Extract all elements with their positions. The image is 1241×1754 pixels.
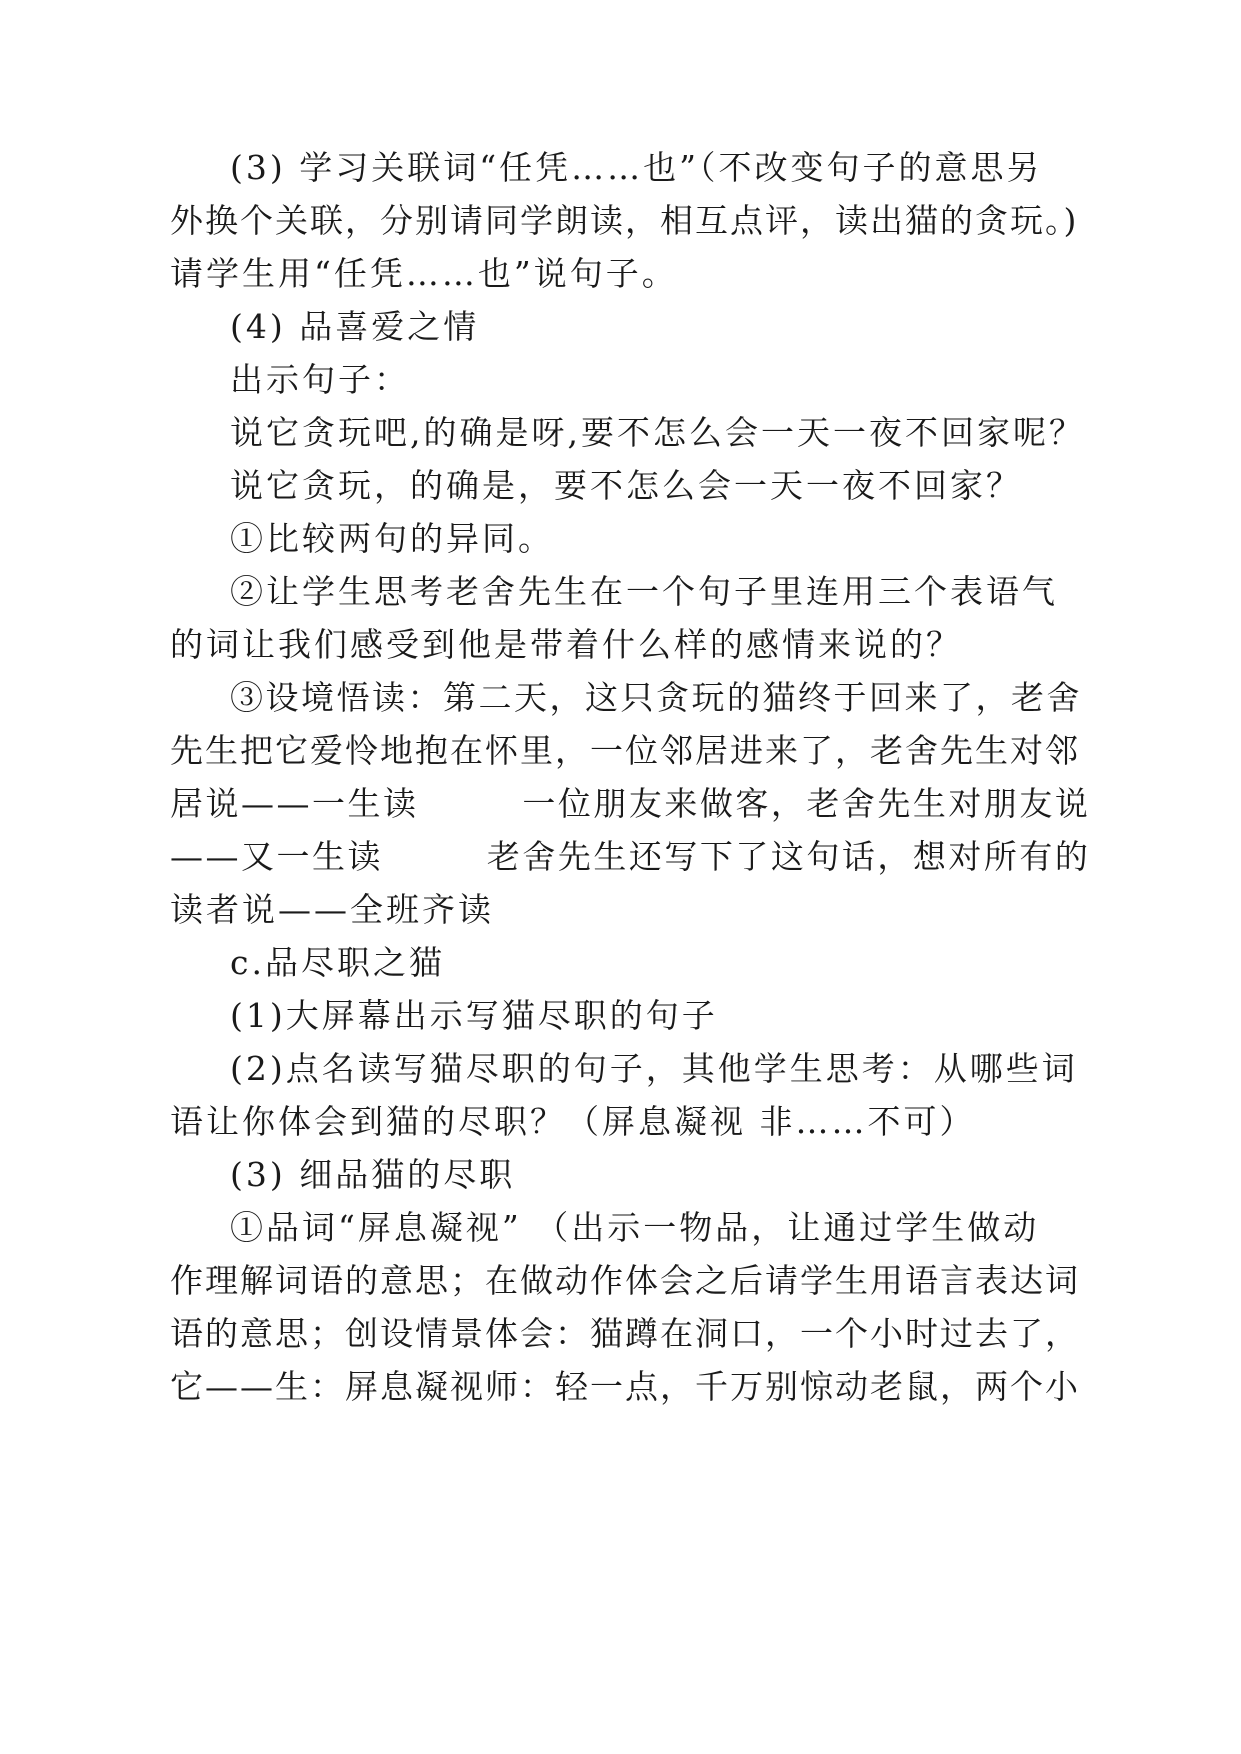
text-line: (1)大屏幕出示写猫尽职的句子 [230, 996, 718, 1035]
text-line: ②让学生思考老舍先生在一个句子里连用三个表语气 [230, 572, 1058, 611]
text-line: (4) 品喜爱之情 [230, 307, 480, 346]
text-line: 说它贪玩吧,的确是呀,要不怎么会一天一夜不回家呢？ [230, 413, 1085, 452]
text-line: 出示句子： [230, 360, 410, 399]
text-line: 居说——一生读 一位朋友来做客，老舍先生对朋友说 [170, 784, 1091, 823]
text-line: 先生把它爱怜地抱在怀里，一位邻居进来了，老舍先生对邻 [170, 731, 1080, 770]
text-line: ③设境悟读：第二天，这只贪玩的猫终于回来了，老舍 [230, 678, 1082, 717]
text-line: 的词让我们感受到他是带着什么样的感情来说的？ [170, 625, 962, 664]
text-line: 它——生：屏息凝视师：轻一点，千万别惊动老鼠，两个小 [170, 1367, 1080, 1406]
text-line: 说它贪玩，的确是，要不怎么会一天一夜不回家？ [230, 466, 1022, 505]
text-line: ——又一生读 老舍先生还写下了这句话，想对所有的 [170, 837, 1091, 876]
text-line: c.品尽职之猫 [230, 943, 445, 982]
text-line: ①比较两句的异同。 [230, 519, 554, 558]
text-line: 作理解词语的意思；在做动作体会之后请学生用语言表达词 [170, 1261, 1080, 1300]
text-line: 读者说——全班齐读 [170, 890, 494, 929]
text-line: 语的意思；创设情景体会：猫蹲在洞口，一个小时过去了， [170, 1314, 1080, 1353]
text-line: (3) 细品猫的尽职 [230, 1155, 516, 1194]
text-line: ①品词“屏息凝视” （出示一物品，让通过学生做动 [230, 1208, 1040, 1247]
text-line: (3) 学习关联词“任凭……也”（不改变句子的意思另 [230, 148, 1043, 187]
text-line: 外换个关联，分别请同学朗读，相互点评，读出猫的贪玩。) [170, 201, 1079, 240]
text-line: (2)点名读写猫尽职的句子，其他学生思考：从哪些词 [230, 1049, 1078, 1088]
text-line: 请学生用“任凭……也”说句子。 [170, 254, 678, 293]
text-line: 语让你体会到猫的尽职？（屏息凝视 非……不可） [170, 1102, 976, 1141]
